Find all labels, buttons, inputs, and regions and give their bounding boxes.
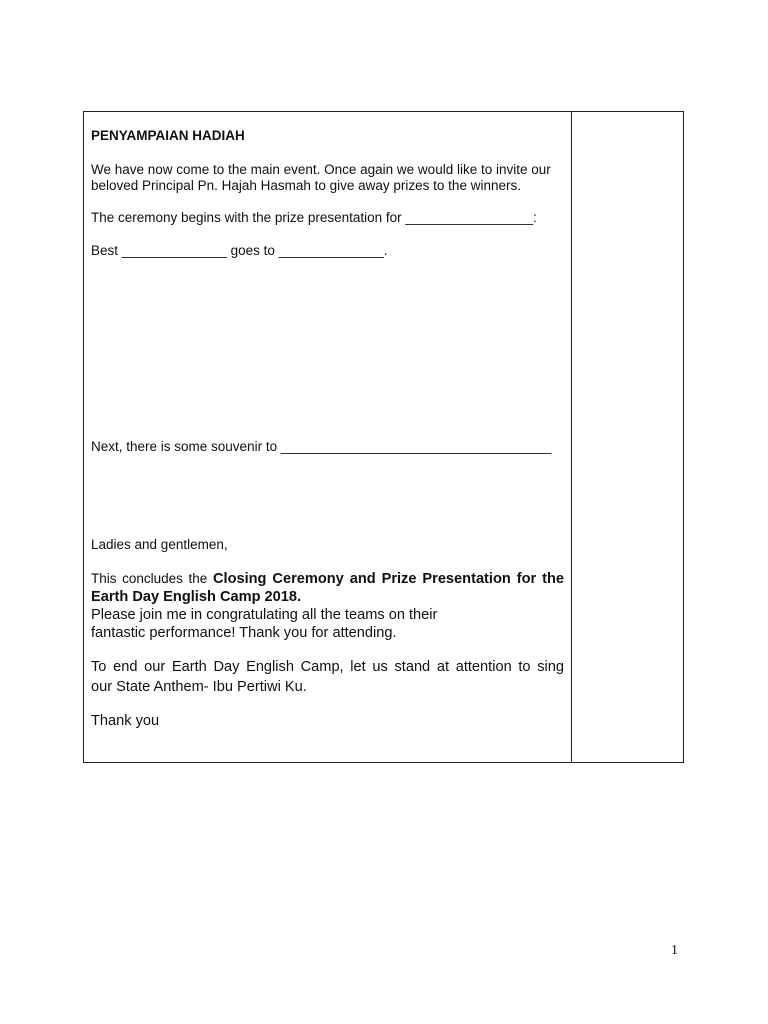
- congrats-line-2: fantastic performance! Thank you for attending.: [91, 625, 397, 641]
- concludes-line-2: Earth Day English Camp 2018.: [91, 589, 302, 605]
- anthem-line-1: To end our Earth Day English Camp, let us stand at attention to sing: [91, 659, 564, 675]
- best-line: Best ______________ goes to ______________.: [91, 243, 388, 258]
- column-divider: [571, 112, 572, 762]
- script-table: [83, 111, 684, 763]
- intro-line-1: We have now come to the main event. Once again we would like to invite our: [91, 162, 551, 177]
- concludes-line-1: [91, 570, 564, 588]
- concludes-event-title: Closing Ceremony and Prize Presentation for the: [212, 571, 565, 587]
- anthem-line-2: our State Anthem- Ibu Pertiwi Ku.: [91, 679, 307, 695]
- thanks-line: Thank you: [91, 713, 160, 729]
- intro-line-2: beloved Principal Pn. Hajah Hasmah to give away prizes to the winners.: [91, 178, 521, 193]
- greeting-line: Ladies and gentlemen,: [91, 537, 228, 552]
- congrats-line-1: Please join me in congratulating all the teams on their: [91, 607, 438, 623]
- page-number: 1: [671, 943, 678, 958]
- section-heading: PENYAMPAIAN HADIAH: [91, 128, 245, 143]
- concludes-prefix: This concludes the: [91, 571, 208, 586]
- ceremony-line: The ceremony begins with the prize presentation for _________________:: [91, 210, 537, 225]
- souvenir-line: Next, there is some souvenir to ____________________________________: [91, 439, 552, 454]
